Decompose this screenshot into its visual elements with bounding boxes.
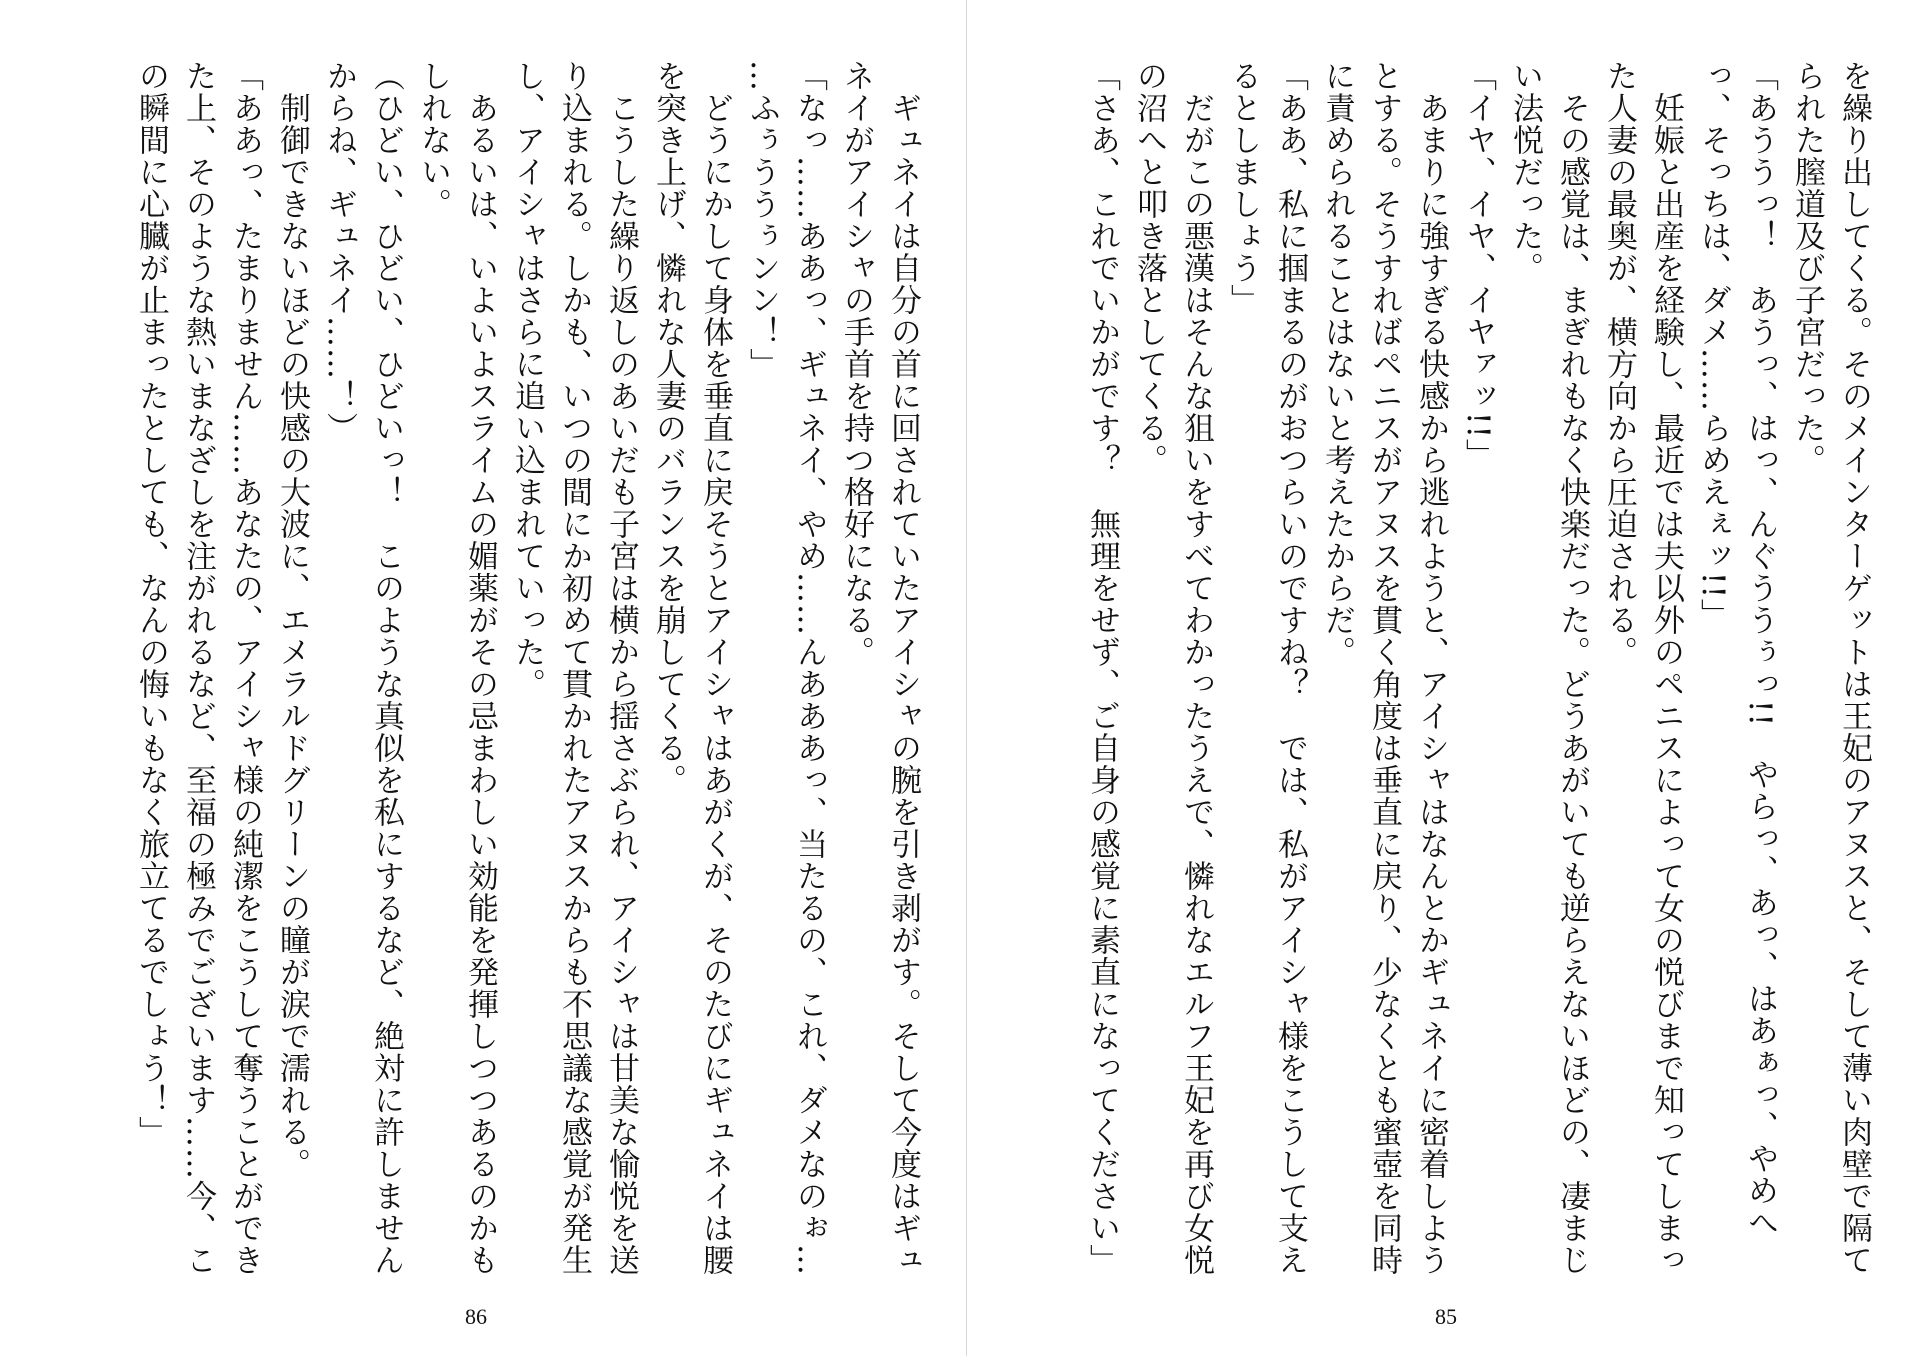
text-line: の瞬間に心臓が止まったとしても、なんの悔いもなく旅立てるでしょう！」 <box>133 60 169 1148</box>
text-line: 「イヤ、イヤ、イヤァッ!!」 <box>1460 60 1496 471</box>
text-line: …ふぅううぅンン！」 <box>744 60 780 380</box>
text-line: られた膣道及び子宮だった。 <box>1789 60 1825 476</box>
text-line: た人妻の最奥が、横方向から圧迫される。 <box>1601 60 1637 668</box>
text-line: の沼へと叩き落としてくる。 <box>1131 60 1167 476</box>
text-line: り込まれる。しかも、いつの間にか初めて貫かれたアヌスからも不思議な感覚が発生 <box>556 60 592 1276</box>
text-line: どうにかして身体を垂直に戻そうとアイシャはあがくが、そのたびにギュネイは腰 <box>697 60 733 1276</box>
text-line: を繰り出してくる。そのメインターゲットは王妃のアヌスと、そして薄い肉壁で隔て <box>1836 60 1872 1276</box>
right-page <box>968 0 1917 1356</box>
text-line: あるいは、いよいよスライムの媚薬がその忌まわしい効能を発揮しつつあるのかも <box>462 60 498 1276</box>
text-line: を突き上げ、憐れな人妻のバランスを崩してくる。 <box>650 60 686 796</box>
text-line: い法悦だった。 <box>1507 60 1543 284</box>
text-line: 制御できないほどの快感の大波に、エメラルドグリーンの瞳が涙で濡れる。 <box>274 60 310 1180</box>
text-line: っ、そっちは、ダメ……らめえぇッ!!」 <box>1695 60 1731 631</box>
text-line: とする。そうすればペニスがアヌスを貫く角度は垂直に戻り、少なくとも蜜壺を同時 <box>1366 60 1402 1276</box>
text-line: るとしましょう」 <box>1225 60 1261 316</box>
text-line: た上、そのような熱いまなざしを注がれるなど、至福の極みでございます……今、こ <box>180 60 216 1276</box>
text-line: に責められることはないと考えたからだ。 <box>1319 60 1355 668</box>
right-page-text <box>1078 60 1877 1276</box>
text-line: 「ああ、私に掴まるのがおつらいのですね？ では、私がアイシャ様をこうして支え <box>1272 60 1308 1276</box>
text-line: （ひどい、ひどい、ひどいっ！ このような真似を私にするなど、絶対に許しません <box>368 60 404 1276</box>
text-line: だがこの悪漢はそんな狙いをすべてわかったうえで、憐れなエルフ王妃を再び女悦 <box>1178 60 1214 1276</box>
page-number-left: 86 <box>465 1304 487 1329</box>
text-line: 「ああっ、たまりません……あなたの、アイシャ様の純潔をこうして奪うことができ <box>227 60 263 1276</box>
left-page-text <box>127 60 926 1276</box>
text-line: 「あううっ！ あうっ、はっ、んぐううぅっ!! やらっ、あっ、はあぁっ、やめへ <box>1742 60 1778 1239</box>
text-line: ギュネイは自分の首に回されていたアイシャの腕を引き剥がす。そして今度はギュ <box>885 60 921 1276</box>
text-line: からね、ギュネイ……！） <box>321 60 357 444</box>
text-line: 妊娠と出産を経験し、最近では夫以外のペニスによって女の悦びまで知ってしまっ <box>1648 60 1684 1276</box>
text-line: 「なっ……ああっ、ギュネイ、やめ……んあああっ、当たるの、これ、ダメなのぉ… <box>791 60 827 1276</box>
page-number-right: 85 <box>1435 1304 1457 1329</box>
text-line: しれない。 <box>415 60 451 220</box>
text-line: あまりに強すぎる快感から逃れようと、アイシャはなんとかギュネイに密着しよう <box>1413 60 1449 1276</box>
text-line: こうした繰り返しのあいだも子宮は横から揺さぶられ、アイシャは甘美な愉悦を送 <box>603 60 639 1276</box>
text-line: その感覚は、まぎれもなく快楽だった。どうあがいても逆らえないほどの、凄まじ <box>1554 60 1590 1276</box>
text-line: 「さあ、これでいかがです？ 無理をせず、ご自身の感覚に素直になってください」 <box>1084 60 1120 1276</box>
gutter-divider <box>966 0 967 1356</box>
text-line: ネイがアイシャの手首を持つ格好になる。 <box>838 60 874 668</box>
text-line: し、アイシャはさらに追い込まれていった。 <box>509 60 545 700</box>
